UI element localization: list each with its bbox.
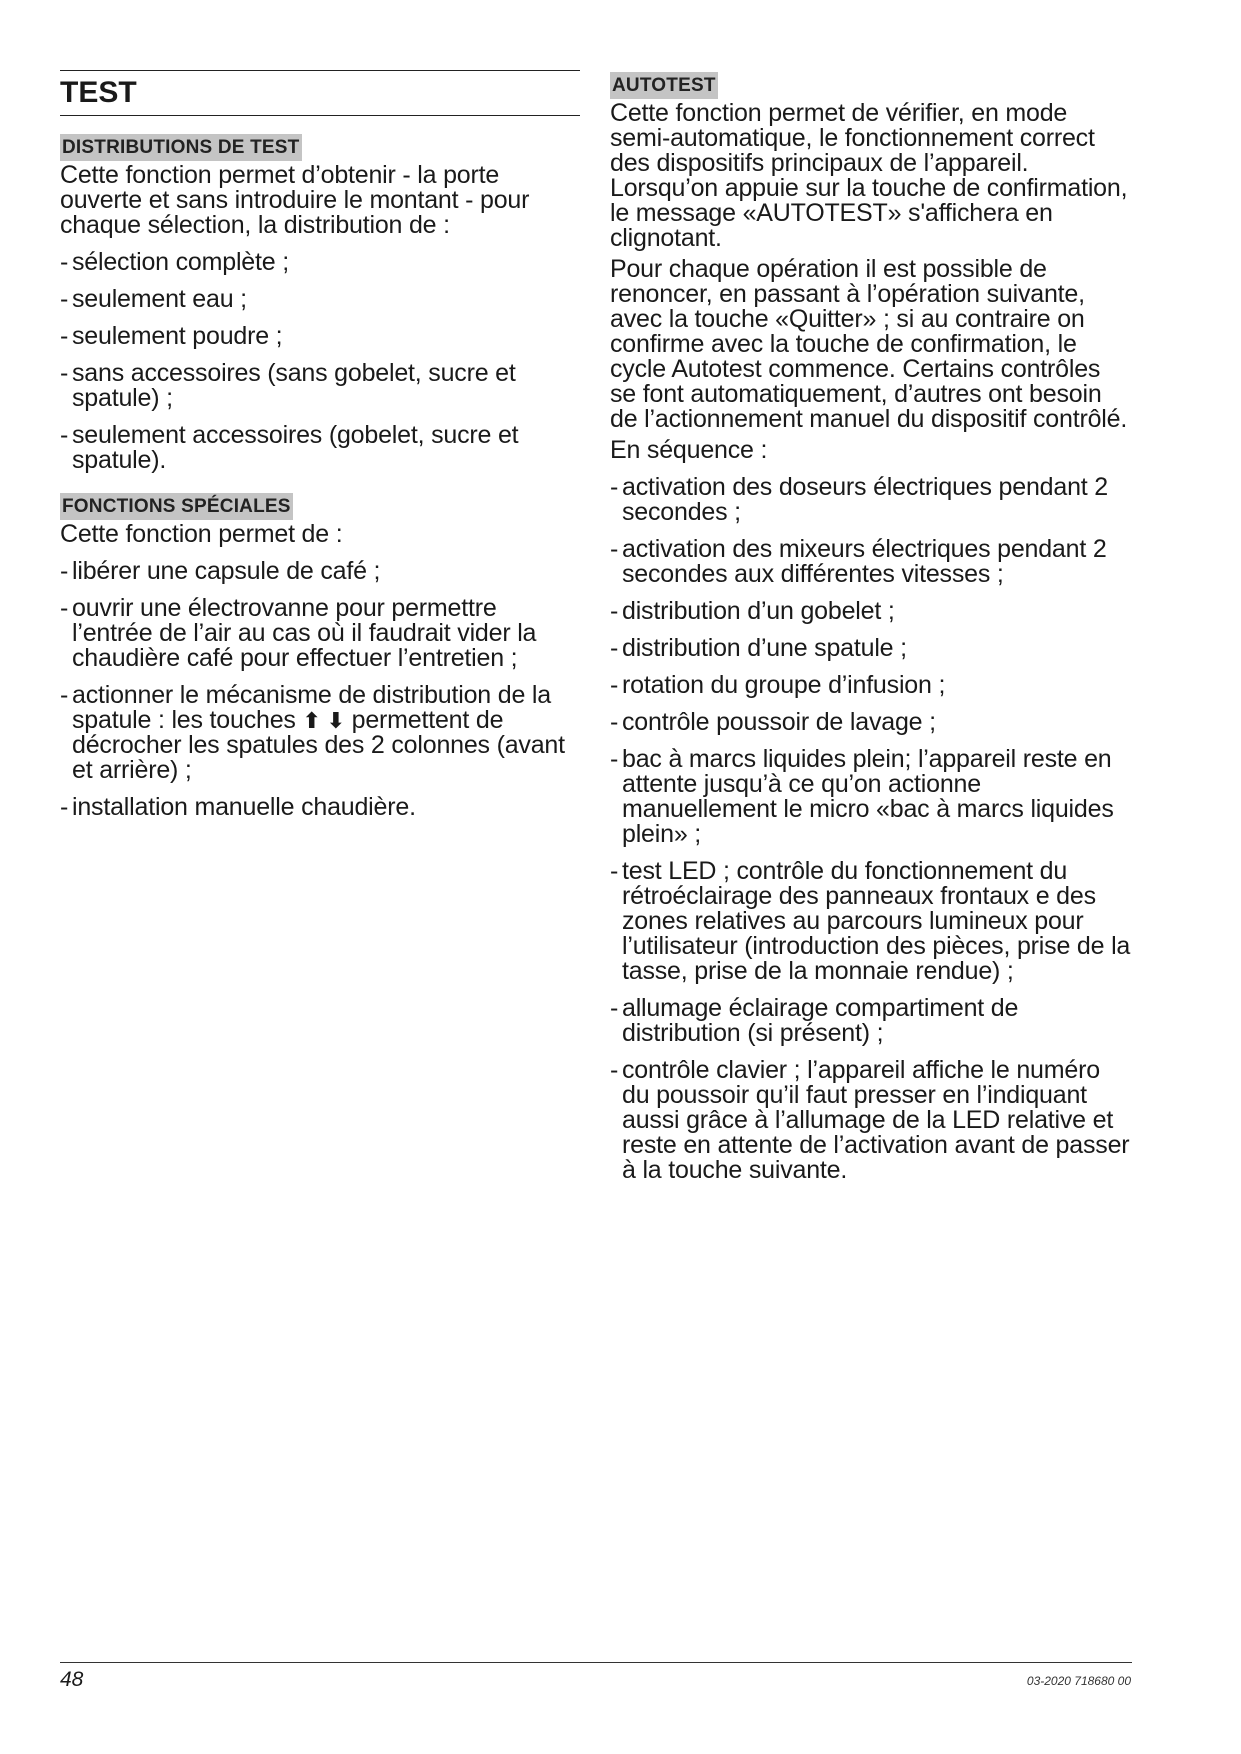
list-item: - contrôle poussoir de lavage ; — [610, 708, 936, 736]
list-item: - actionner le mécanisme de distribution de la spatule : les touches ⬆ ⬇ permettent de décrocher les spatules des 2 colonnes (avant et arrière) ; — [60, 681, 565, 784]
list-item: - installation manuelle chaudière. — [60, 793, 416, 821]
list-item: - rotation du groupe d’infusion ; — [610, 671, 946, 699]
page-number: 48 — [60, 1668, 84, 1691]
list-item: - allumage éclairage compartiment de distribution (si présent) ; — [610, 994, 1019, 1047]
special-functions-list — [60, 559, 580, 820]
section-intro: Cette fonction permet d’obtenir - la porte ouverte et sans introduire le montant - pour chaque sélection, la distribution de : — [60, 161, 530, 239]
list-item: - activation des doseurs électriques pendant 2 secondes ; — [610, 473, 1108, 526]
autotest-para-3: En séquence : — [610, 436, 768, 464]
section-distributions-de-test — [60, 134, 580, 473]
list-item: - contrôle clavier ; l’appareil affiche le numéro du poussoir qu’il faut presser en l’indiquant aussi grâce à l’allumage de la LED relative et reste en attente de l’activation avant de passer à la touche suivante. — [610, 1056, 1130, 1184]
list-item: - seulement accessoires (gobelet, sucre et spatule). — [60, 421, 519, 474]
list-item: - distribution d’une spatule ; — [610, 634, 907, 662]
list-item: - test LED ; contrôle du fonctionnement du rétroéclairage des panneaux frontaux e des zones relatives au parcours lumineux pour l’utilisateur (introduction des pièces, prise de la tasse, prise de la monnaie rendue) ; — [610, 857, 1131, 985]
autotest-para-2: Pour chaque opération il est possible de renoncer, en passant à l’opération suivante, avec la touche «Quitter» ; si au contraire on confirme avec la touche de confirmation, le cycle Autotest commence. Certains contrôles se font automatiquement, d’autres ont besoin de l’actionnement manuel du dispositif contrôlé. — [610, 255, 1128, 433]
list-item: - seulement eau ; — [60, 285, 247, 313]
page-title: TEST — [60, 76, 137, 109]
section-label: DISTRIBUTIONS DE TEST — [60, 134, 302, 161]
section-fonctions-speciales — [60, 493, 580, 820]
list-item: - libérer une capsule de café ; — [60, 557, 381, 585]
distribution-list — [60, 250, 580, 473]
list-item: - activation des mixeurs électriques pendant 2 secondes aux différentes vitesses ; — [610, 535, 1107, 588]
list-item: - sélection complète ; — [60, 248, 289, 276]
section-label-autotest: AUTOTEST — [610, 72, 718, 99]
autotest-para-1: Cette fonction permet de vérifier, en mode semi-automatique, le fonctionnement correct des dispositifs principaux de l’appareil. Lorsqu’on appuie sur la touche de confirmation, le message «AUTOTEST» s'affichera en clignotant. — [610, 99, 1128, 252]
list-item: - sans accessoires (sans gobelet, sucre et spatule) ; — [60, 359, 516, 412]
section-label: FONCTIONS SPÉCIALES — [60, 493, 293, 520]
right-column — [610, 72, 1132, 1195]
section-intro: Cette fonction permet de : — [60, 520, 343, 548]
left-column — [60, 70, 580, 832]
title-bottom-rule — [60, 115, 580, 116]
list-item: - distribution d’un gobelet ; — [610, 597, 895, 625]
list-item: - bac à marcs liquides plein; l’appareil reste en attente jusqu’à ce qu’on actionne manuellement le micro «bac à marcs liquides plein» ; — [610, 745, 1114, 848]
up-down-arrow-icon: ⬆ ⬇ — [302, 708, 345, 733]
document-code: 03-2020 718680 00 — [1026, 1674, 1131, 1688]
autotest-sequence-list — [610, 475, 1132, 1183]
list-item: - ouvrir une électrovanne pour permettre l’entrée de l’air au cas où il faudrait vider la chaudière café pour effectuer l’entretien ; — [60, 594, 537, 672]
list-item: - seulement poudre ; — [60, 322, 283, 350]
footer-rule — [60, 1662, 1132, 1663]
